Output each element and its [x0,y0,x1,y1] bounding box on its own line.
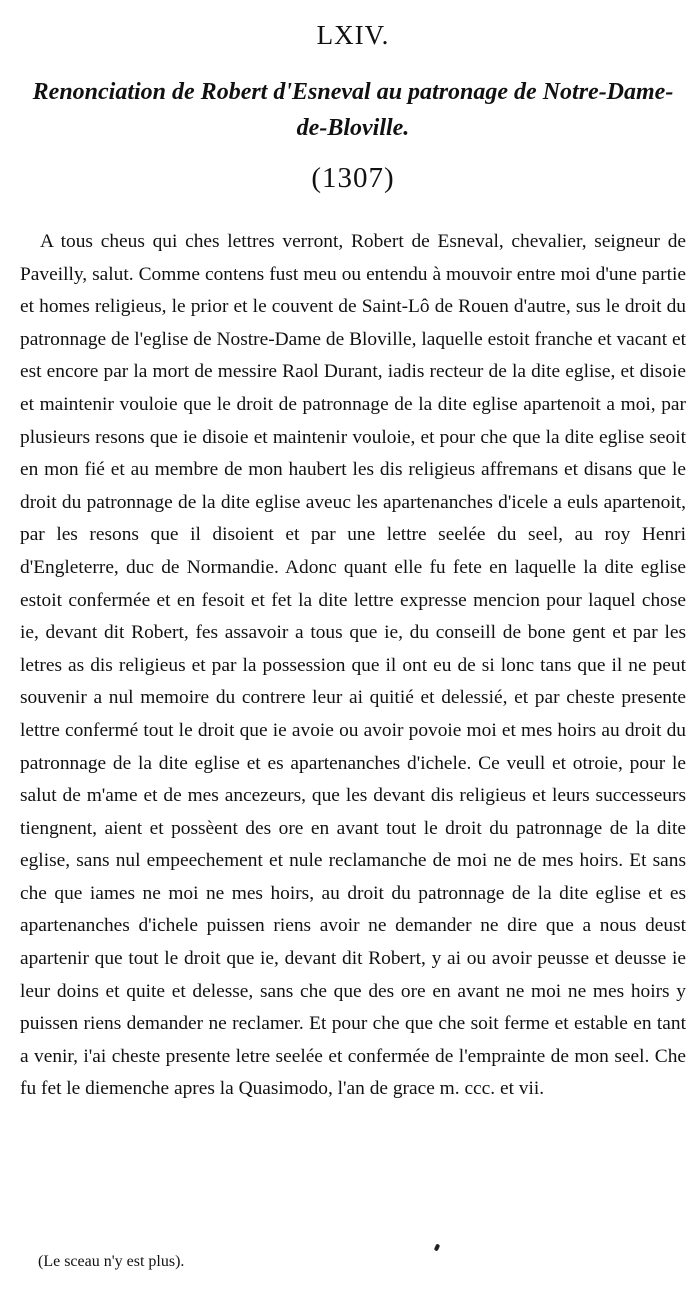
charter-number: LXIV. [316,20,390,50]
document-page [20,0,686,1303]
charter-year: (1307) [311,162,395,194]
ink-speck [434,1243,441,1251]
charter-title: Renonciation de Robert d'Esneval au patronage de Notre-Dame-de-Bloville. [32,79,674,141]
seal-note: (Le sceau n'y est plus). [38,1253,185,1270]
charter-body-text: A tous cheus qui ches lettres verront, Robert de Esneval, chevalier, seigneur de Paveilly, salut. Comme contens fust meu ou entendu à mouvoir entre moi d'une partie et homes religieus, le prior et le couvent de Saint-Lô de Rouen d'autre, sus le droit du patronnage de l'eglise de Nostre-Dame de Bloville, laquelle estoit franche et vacant et est encore par la mort de messire Raol Durant, iadis recteur de la dite eglise, et disoie et maintenir vouloie que le droit de patronnage de la dite eglise apartenoit a moi, par plusieurs resons que ie disoie et maintenir vouloie, et pour che que la dite eglise seoit en mon fié et au membre de mon haubert les dis religieus affremans et disans que le droit du patronnage de la dite eglise aveuc les apartenanches d'icele a euls apartenoit, par les resons que il disoient et par une lettre seelée du seel, au roy Henri d'Engleterre, duc de Normandie. Adonc quant elle fu fete en laquelle la dite eglise estoit confermée et en fesoit et fet la dite lettre expresse mencion pour laquel chose ie, devant dit Robert, fes assavoir a tous que ie, du conseill de bone gent et par les letres as dis religieus et par la possession que il ont eu de si lonc tans que il ne peut souvenir a nul memoire du contrere leur ai quitié et delessié, et par cheste presente lettre confermé tout le droit que ie avoie ou avoir povoie moi et mes hoirs au droit du patronnage de la dite eglise et es apartenanches d'ichele. Ce veull et otroie, pour le salut de m'ame et de mes ancezeurs, que les devant dis religieus et leurs successeurs tiengnent, aient et possèent des ore en avant tout le droit du patronnage de la dite eglise, sans nul empeechement et nule reclamanche de moi ne de mes hoirs. Et sans che que iames ne moi ne mes hoirs, au droit du patronnage de la dite eglise et es apartenanches d'ichele puissen riens avoir ne demander ne dire que a nous deust apartenir que tout le droit que ie, devant dit Robert, y ai ou avoir peusse et deusse ie leur doins et quite et delesse, sans che que des ore en avant ne moi ne mes hoirs y puissen riens demander ne reclamer. Et pour che que che soit ferme et estable en tant a venir, i'ai cheste presente letre seelée et confermée de l'empraintе de mon seel. Che fu fet le diemenche apres la Quasimodo, l'an de grace m. ccc. et vii. [20,231,686,1100]
